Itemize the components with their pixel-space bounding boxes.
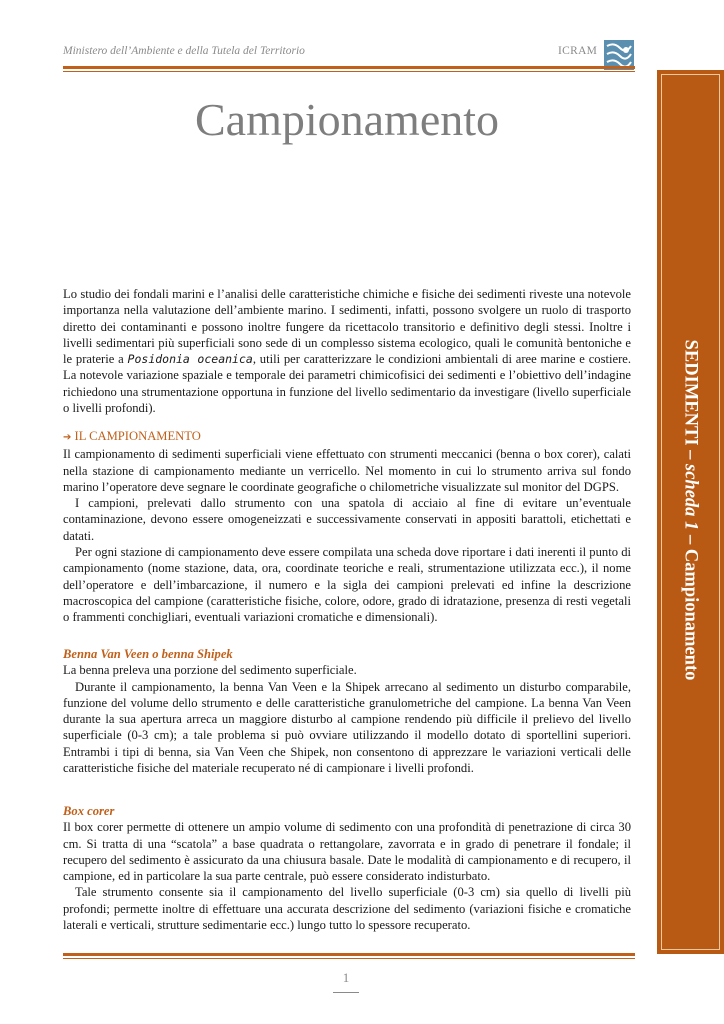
footer-rule-thin — [63, 958, 635, 959]
section-paragraph-2: I campioni, prelevati dallo strumento con una spatola di acciaio al fine di evitare un’eventuale contaminazione, devono essere omogeneizzati e successivamente conservati in appositi barattoli, etichettati e datati. — [63, 496, 631, 543]
box-corer-paragraph-2: Tale strumento consente sia il campionamento del livello superficiale (0-3 cm) sia quello di livelli più profondi; permette inoltre di effettuare una accurata descrizione del sedimento (variazioni fisiche e cromatiche laterali e verticali, strutture sedimentarie ecc.) lungo tutto lo spessore recuperato. — [63, 885, 631, 933]
benna-section — [63, 646, 631, 776]
benna-paragraph-1: La benna preleva una porzione del sedimento superficiale. — [63, 663, 357, 678]
footer-rule — [63, 953, 635, 956]
campionamento-section — [63, 428, 631, 626]
page-title: Campionamento — [194, 94, 500, 145]
benna-heading: Benna Van Veen o benna Shipek — [63, 647, 233, 661]
chapter-side-label: SEDIMENTI – scheda 1 – Campionamento — [680, 339, 701, 681]
intro-paragraph: Lo studio dei fondali marini e l’analisi delle caratteristiche chimiche e fisiche dei sedimenti riveste una notevole importanza nella valutazione dell’ambiente marino. I sedimenti, infatti, possono svolgere un ruolo di trasporto diretto dei contaminanti e possono inoltre fungere da ricettacolo transitorio e definitivo degli stessi. Inoltre i livelli sedimentari più superficiali sono sede di un complesso sistema ecologico, quali le comunità bentoniche e le praterie a Posidonia oceanica, utili per caratterizzare le condizioni ambientali di aree marine e costiere. La notevole variazione spaziale e temporale dei parametri chimicofisici dei sedimenti e l’obiettivo dell’indagine richiedono una strumentazione opportuna in funzione del livello sedimentario da investigare (livello superficiale o livelli profondi). — [63, 287, 631, 416]
org-header: ICRAM — [558, 45, 598, 57]
section-heading: ➔ IL CAMPIONAMENTO — [63, 429, 201, 443]
section-paragraph-3: Per ogni stazione di campionamento deve essere compilata una scheda dove riportare i dati inerenti il punto di campionamento (nome stazione, data, ora, coordinate teoriche e reali, strumentazione utilizzata ecc.), il nome dell’operatore e dell’imbarcazione, il numero e la sigla dei campioni prelevati ed infine la descrizione macroscopica del campione (caratteristiche fisiche, colore, odore, grado di idratazione, presenza di resti vegetali o frammenti conchigliari, eventuali variazioni cromatiche e dimensionali). — [63, 545, 631, 625]
section-paragraph-1: Il campionamento di sedimenti superficiali viene effettuato con strumenti meccanici (benna o box corer), calati nella stazione di campionamento mediante un verricello. Nel momento in cui lo strumento arriva sul fondo marino l’operatore deve segnare le coordinate geografiche o chilometriche visualizzate sul monitor del DGPS. — [63, 447, 631, 494]
ministry-header: Ministero dell’Ambiente e della Tutela del Territorio — [63, 45, 305, 57]
page-number-underline — [333, 992, 359, 993]
box-corer-heading: Box corer — [63, 804, 115, 818]
benna-paragraph-2: Durante il campionamento, la benna Van Veen e la Shipek arrecano al sedimento un disturbo comparabile, funzione del volume dello strumento e delle caratteristiche granulometriche del campione. La benna Van Veen durante la sua apertura arreca un maggiore disturbo al campione rendendo più difficile il prelievo del livello superficiale (0-3 cm); a tale problema si può ovviare utilizzando il modello dotato di sportellini superiori. Entrambi i tipi di benna, sia Van Veen che Shipek, non consentono di apprezzare le variazioni verticali delle caratteristiche fisiche del materiale recuperato né di campionare i livelli profondi. — [63, 679, 631, 776]
species-name: Posidonia oceanica — [127, 352, 253, 367]
page-number: 1 — [342, 970, 350, 985]
box-corer-paragraph-1: Il box corer permette di ottenere un ampio volume di sedimento con una profondità di penetrazione di circa 30 cm. Si tratta di una “scatola” a base quadrata o rettangolare, zavorrata e in grado di penetrare il fondale; il recupero del sedimento è assicurato da una chiusura basale. Date le modalità di campionamento e di recupero, il campione, ed in particolare la sua parte centrale, può essere considerato indisturbato. — [63, 820, 631, 884]
header-rule-thin — [63, 71, 635, 72]
box-corer-section — [63, 803, 631, 933]
arrow-icon: ➔ — [63, 432, 72, 443]
header-rule — [63, 66, 635, 69]
